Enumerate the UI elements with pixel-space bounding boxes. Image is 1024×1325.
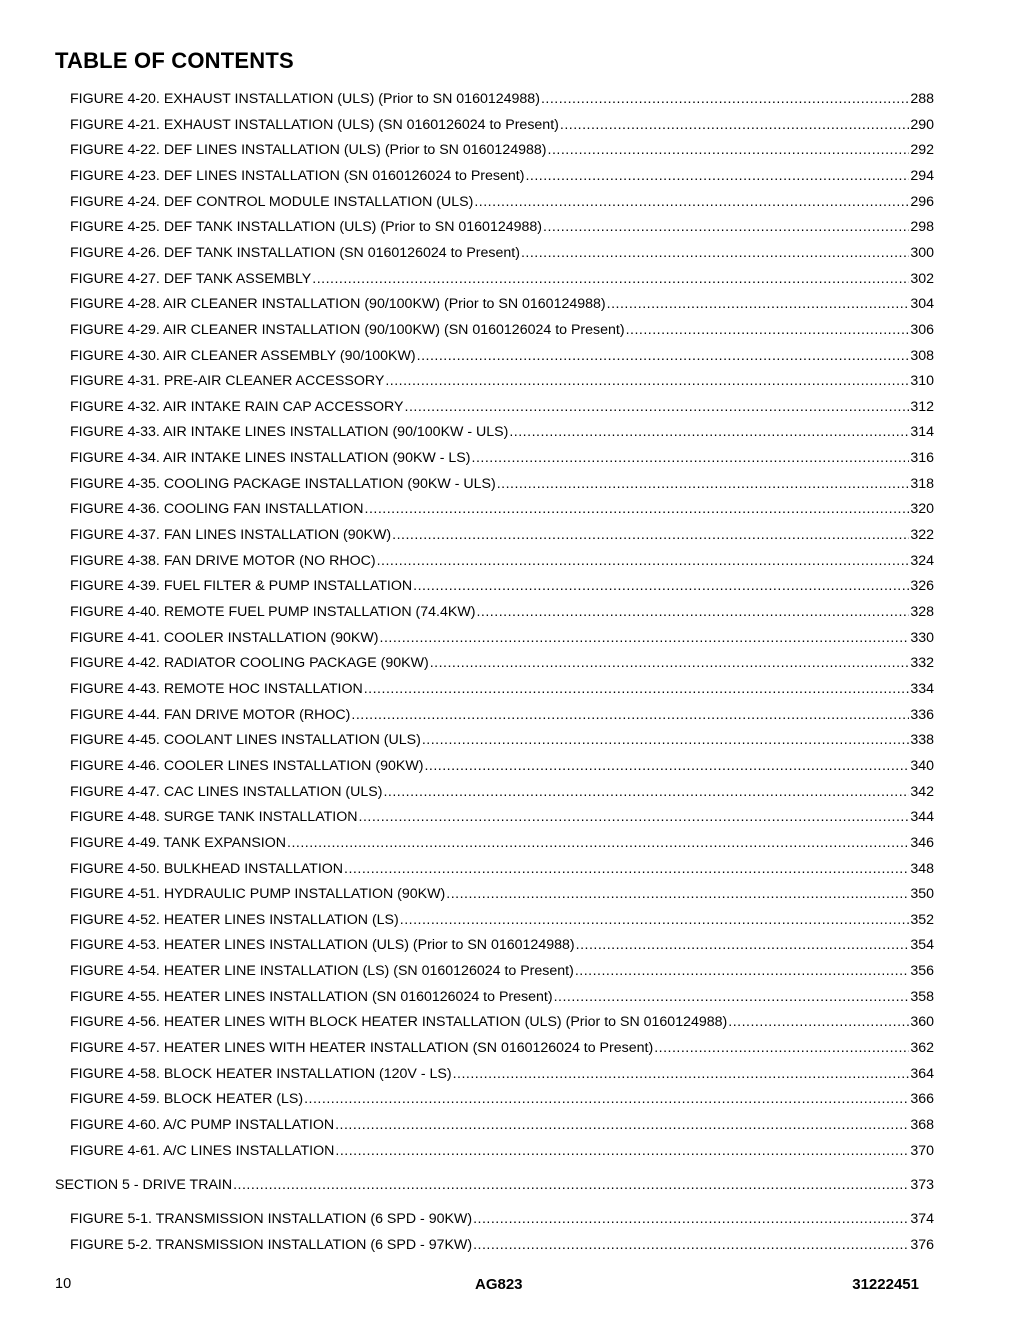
toc-entry-page: 354 [910,937,934,954]
toc-entry-page: 366 [910,1091,934,1108]
toc-dot-leader [575,961,909,981]
toc-dot-leader [576,935,910,955]
toc-figure-entry[interactable] [70,653,934,673]
toc-entry-label: FIGURE 4-61. A/C LINES INSTALLATION [70,1142,335,1159]
toc-entry-label: FIGURE 4-55. HEATER LINES INSTALLATION (SN 0160126024 to Present) [70,988,553,1005]
toc-entry-label: FIGURE 4-40. REMOTE FUEL PUMP INSTALLATION (74.4KW) [70,604,476,620]
toc-dot-leader [607,294,910,314]
toc-entry-page: 302 [910,270,934,287]
toc-dot-leader [312,269,909,289]
page-title: TABLE OF CONTENTS [55,48,294,73]
toc-entry-label: FIGURE 4-26. DEF TANK INSTALLATION (SN 0160126024 to Present) [70,244,520,261]
toc-dot-leader [380,628,910,648]
toc-entry-label: FIGURE 4-29. AIR CLEANER INSTALLATION (90/100KW) (SN 0160126024 to Present) [70,321,625,338]
toc-entry-label: FIGURE 4-57. HEATER LINES WITH HEATER INSTALLATION (SN 0160126024 to Present) [70,1040,654,1056]
toc-entry-page: 314 [910,424,934,441]
toc-entry-label: FIGURE 4-49. TANK EXPANSION [70,834,287,851]
toc-entry-page: 358 [910,988,934,1005]
toc-figure-entry[interactable] [70,243,934,263]
toc-entry-label: FIGURE 4-33. AIR INTAKE LINES INSTALLATION (90/100KW - ULS) [70,424,509,441]
toc-entry-page: 290 [910,116,934,133]
toc-entry-label: FIGURE 4-34. AIR INTAKE LINES INSTALLATION (90KW - LS) [70,450,471,467]
toc-dot-leader [304,1089,909,1109]
toc-entry-label: FIGURE 4-31. PRE-AIR CLEANER ACCESSORY [70,373,385,390]
toc-figure-entry[interactable] [70,884,934,904]
toc-dot-leader [509,422,909,442]
toc-dot-leader [548,140,910,160]
toc-dot-leader [405,397,910,417]
toc-figure-entry[interactable] [70,371,934,391]
toc-dot-leader [383,782,909,802]
toc-figure-entry[interactable] [70,987,934,1007]
toc-dot-leader [344,859,909,879]
toc-entry-label: FIGURE 4-36. COOLING FAN INSTALLATION [70,501,364,518]
toc-dot-leader [233,1175,909,1195]
toc-entry-label: FIGURE 4-41. COOLER INSTALLATION (90KW) [70,629,379,646]
toc-dot-leader [365,499,910,519]
toc-entry-label: FIGURE 4-47. CAC LINES INSTALLATION (ULS) [70,783,383,800]
toc-dot-leader [473,1235,909,1255]
toc-dot-leader [474,192,909,212]
toc-entry-page: 356 [910,963,934,980]
toc-dot-leader [377,551,910,571]
toc-entry-page: 306 [910,321,934,338]
toc-figure-entry[interactable] [70,294,934,314]
toc-dot-leader [385,371,909,391]
toc-figure-entry[interactable] [70,499,934,519]
toc-figure-entry[interactable] [70,859,934,879]
toc-entry-label: FIGURE 4-60. A/C PUMP INSTALLATION [70,1117,335,1133]
toc-dot-leader [400,910,910,930]
toc-entry-page: 298 [910,219,934,236]
toc-entry-page: 320 [910,501,934,518]
toc-entry-page: 324 [910,552,934,569]
toc-entry-label: FIGURE 4-38. FAN DRIVE MOTOR (NO RHOC) [70,552,376,569]
toc-dot-leader [424,756,909,776]
toc-entry-page: 346 [910,834,934,851]
toc-entry-label: FIGURE 4-39. FUEL FILTER & PUMP INSTALLATION [70,578,413,595]
toc-figure-entry[interactable] [70,217,934,237]
toc-dot-leader [525,166,909,186]
toc-entry-label: FIGURE 4-42. RADIATOR COOLING PACKAGE (90KW) [70,655,429,672]
toc-figure-entry[interactable] [70,140,934,160]
toc-figure-entry[interactable] [70,602,934,622]
toc-figure-entry[interactable] [70,756,934,776]
toc-entry-page: 316 [910,450,934,467]
toc-figure-entry[interactable] [70,1235,934,1255]
toc-entry-label: FIGURE 4-28. AIR CLEANER INSTALLATION (90/100KW) (Prior to SN 0160124988) [70,296,606,313]
toc-entry-label: FIGURE 4-37. FAN LINES INSTALLATION (90KW) [70,527,392,543]
toc-figure-entry[interactable] [70,397,934,417]
toc-dot-leader [728,1012,909,1032]
toc-dot-leader [335,1141,909,1161]
toc-dot-leader [543,217,909,237]
toc-entry-label: FIGURE 4-58. BLOCK HEATER INSTALLATION (120V - LS) [70,1065,452,1082]
toc-figure-entry[interactable] [70,935,934,955]
toc-entry-label: FIGURE 4-53. HEATER LINES INSTALLATION (ULS) (Prior to SN 0160124988) [70,937,575,954]
toc-entry-label: FIGURE 5-2. TRANSMISSION INSTALLATION (6 SPD - 97KW) [70,1236,473,1253]
toc-figure-entry[interactable] [70,679,934,699]
toc-entry-label: FIGURE 4-22. DEF LINES INSTALLATION (ULS) (Prior to SN 0160124988) [70,142,547,159]
toc-dot-leader [476,602,909,622]
toc-dot-leader [446,884,909,904]
toc-entry-page: 322 [910,527,934,543]
toc-dot-leader [654,1038,909,1058]
toc-figure-entry[interactable] [70,1115,934,1135]
toc-figure-entry[interactable] [70,115,934,135]
toc-entry-label: FIGURE 4-44. FAN DRIVE MOTOR (RHOC) [70,706,351,723]
toc-entry-label: FIGURE 4-45. COOLANT LINES INSTALLATION (ULS) [70,732,421,749]
toc-figure-entry[interactable] [70,346,934,366]
toc-entry-label: FIGURE 4-25. DEF TANK INSTALLATION (ULS) (Prior to SN 0160124988) [70,219,543,236]
toc-entry-page: 350 [910,886,934,903]
toc-entry-page: 304 [910,296,934,313]
toc-entry-page: 310 [910,373,934,390]
toc-dot-leader [453,1064,910,1084]
toc-dot-leader [335,1115,909,1135]
toc-figure-entry[interactable] [70,782,934,802]
toc-figure-entry[interactable] [70,807,934,827]
toc-entry-label: FIGURE 4-21. EXHAUST INSTALLATION (ULS) (SN 0160126024 to Present) [70,116,559,133]
toc-figure-entry[interactable] [70,910,934,930]
toc-figure-entry[interactable] [70,192,934,212]
toc-entry-label: FIGURE 4-59. BLOCK HEATER (LS) [70,1091,304,1108]
toc-entry-page: 364 [910,1065,934,1082]
toc-entry-page: 292 [910,142,934,159]
toc-figure-entry[interactable] [70,89,934,109]
toc-entry-page: 342 [910,783,934,800]
toc-dot-leader [626,320,910,340]
toc-entry-label: FIGURE 4-20. EXHAUST INSTALLATION (ULS) (Prior to SN 0160124988) [70,91,540,107]
toc-figure-entry[interactable] [70,576,934,596]
toc-dot-leader [472,448,910,468]
toc-entry-page: 330 [910,629,934,646]
toc-figure-entry[interactable] [70,525,934,545]
toc-entry-label: FIGURE 4-23. DEF LINES INSTALLATION (SN 0160126024 to Present) [70,167,525,184]
toc-entry-label: FIGURE 4-50. BULKHEAD INSTALLATION [70,860,344,877]
toc-entry-label: FIGURE 4-27. DEF TANK ASSEMBLY [70,270,312,287]
toc-figure-entry[interactable] [70,448,934,468]
toc-dot-leader [560,115,909,135]
toc-figure-entry[interactable] [70,320,934,340]
toc-figure-entry[interactable] [70,1089,934,1109]
toc-entry-label: FIGURE 4-48. SURGE TANK INSTALLATION [70,809,358,826]
toc-entry-label: FIGURE 4-51. HYDRAULIC PUMP INSTALLATION (90KW) [70,886,446,903]
toc-entry-page: 296 [910,193,934,210]
toc-entry-page: 336 [910,706,934,723]
toc-entry-page: 318 [910,475,934,492]
toc-dot-leader [359,807,910,827]
toc-figure-entry[interactable] [70,961,934,981]
toc-entry-page: 373 [910,1176,934,1193]
toc-entry-page: 362 [910,1040,934,1056]
toc-figure-entry[interactable] [70,422,934,442]
toc-entry-page: 338 [910,732,934,749]
toc-figure-entry[interactable] [70,551,934,571]
toc-dot-leader [364,679,910,699]
toc-figure-entry[interactable] [70,1012,934,1032]
toc-entry-label: FIGURE 4-43. REMOTE HOC INSTALLATION [70,680,363,697]
toc-entry-page: 360 [910,1014,934,1031]
page-footer [0,1276,1024,1296]
toc-dot-leader [554,987,910,1007]
toc-entry-label: FIGURE 4-52. HEATER LINES INSTALLATION (LS) [70,911,399,928]
toc-entry-page: 344 [910,809,934,826]
toc-entry-page: 288 [910,91,934,107]
toc-entry-page: 328 [910,604,934,620]
toc-entry-label: FIGURE 4-35. COOLING PACKAGE INSTALLATION (90KW - ULS) [70,475,496,492]
toc-dot-leader [413,576,909,596]
toc-dot-leader [541,89,909,109]
toc-entry-page: 340 [910,757,934,774]
toc-section-entry[interactable] [55,1175,934,1195]
toc-entry-page: 332 [910,655,934,672]
toc-dot-leader [351,705,909,725]
toc-dot-leader [430,653,910,673]
toc-entry-label: SECTION 5 - DRIVE TRAIN [55,1176,233,1193]
toc-entry-page: 308 [910,347,934,364]
toc-dot-leader [422,730,910,750]
toc-entry-label: FIGURE 4-24. DEF CONTROL MODULE INSTALLATION (ULS) [70,193,474,210]
toc-entry-page: 368 [910,1117,934,1133]
toc-figure-entry[interactable] [70,1038,934,1058]
footer-document-number: 31222451 [852,1276,919,1293]
toc-figure-entry[interactable] [70,166,934,186]
footer-page-number: 10 [55,1276,72,1292]
toc-entry-page: 294 [910,167,934,184]
toc-entry-label: FIGURE 4-56. HEATER LINES WITH BLOCK HEATER INSTALLATION (ULS) (Prior to SN 0160124988) [70,1014,728,1031]
toc-entry-page: 334 [910,680,934,697]
toc-entry-page: 348 [910,860,934,877]
toc-figure-entry[interactable] [70,269,934,289]
toc-dot-leader [392,525,909,545]
toc-entry-page: 352 [910,911,934,928]
footer-model: AG823 [475,1276,523,1293]
toc-dot-leader [287,833,909,853]
toc-dot-leader [417,346,910,366]
toc-entry-page: 326 [910,578,934,595]
toc-entry-label: FIGURE 5-1. TRANSMISSION INSTALLATION (6 SPD - 90KW) [70,1210,473,1227]
toc-figure-entry[interactable] [70,1209,934,1229]
toc-entry-label: FIGURE 4-54. HEATER LINE INSTALLATION (LS) (SN 0160126024 to Present) [70,963,574,980]
toc-figure-entry[interactable] [70,628,934,648]
toc-entry-page: 376 [910,1236,934,1253]
toc-entry-page: 312 [910,398,934,415]
toc-entry-page: 370 [910,1142,934,1159]
toc-dot-leader [521,243,909,263]
toc-figure-entry[interactable] [70,1064,934,1084]
toc-entry-page: 374 [910,1210,934,1227]
toc-dot-leader [497,474,910,494]
toc-figure-entry[interactable] [70,705,934,725]
toc-entry-page: 300 [910,244,934,261]
toc-figure-entry[interactable] [70,833,934,853]
toc-figure-entry[interactable] [70,1141,934,1161]
toc-entry-label: FIGURE 4-32. AIR INTAKE RAIN CAP ACCESSORY [70,398,404,415]
toc-dot-leader [473,1209,909,1229]
toc-entry-label: FIGURE 4-30. AIR CLEANER ASSEMBLY (90/100KW) [70,347,416,364]
toc-figure-entry[interactable] [70,474,934,494]
toc-entry-label: FIGURE 4-46. COOLER LINES INSTALLATION (90KW) [70,757,424,774]
toc-figure-entry[interactable] [70,730,934,750]
